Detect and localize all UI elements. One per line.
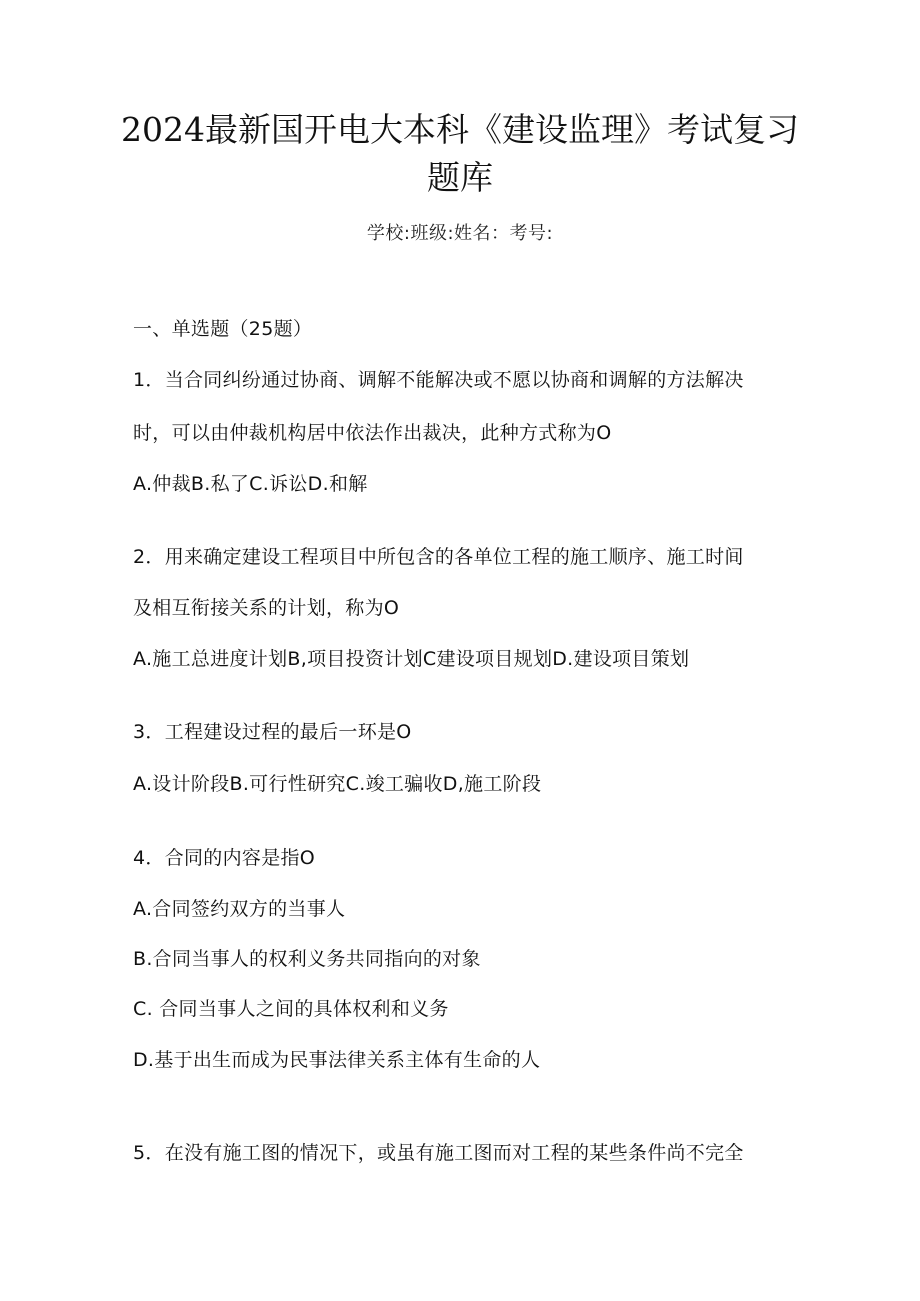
question-5-stem-line-1: 5．在没有施工图的情况下，或虽有施工图而对工程的某些条件尚不完全 (133, 1142, 744, 1164)
question-1-stem-line-2: 时，可以由仲裁机构居中依法作出裁决，此种方式称为O (133, 422, 612, 444)
question-1-stem-line-1: 1．当合同纠纷通过协商、调解不能解决或不愿以协商和调解的方法解决 (133, 369, 744, 391)
question-4-option-b: B.合同当事人的权利义务共同指向的对象 (133, 948, 481, 970)
question-4-option-d: D.基于出生而成为民事法律关系主体有生命的人 (133, 1049, 541, 1071)
question-2-stem-line-1: 2．用来确定建设工程项目中所包含的各单位工程的施工顺序、施工时间 (133, 546, 744, 568)
question-3-options: A.设计阶段B.可行性研究C.竣工骗收D,施工阶段 (133, 773, 542, 795)
question-4-option-a: A.合同签约双方的当事人 (133, 898, 346, 920)
question-4-stem: 4．合同的内容是指O (133, 847, 316, 869)
question-2-stem-line-2: 及相互衔接关系的计划，称为O (133, 597, 400, 619)
question-1-options: A.仲裁B.私了C.诉讼D.和解 (133, 473, 368, 495)
document-title: 2024最新国开电大本科《建设监理》考试复习题库 (121, 110, 799, 197)
section-heading: 一、单选题（25题） (133, 318, 313, 340)
question-4-option-c: C. 合同当事人之间的具体权利和义务 (133, 998, 449, 1020)
question-2-options: A.施工总进度计划B,项目投资计划C建设项目规划D.建设项目策划 (133, 648, 690, 670)
question-3-stem: 3．工程建设过程的最后一环是O (133, 721, 412, 743)
student-info-line: 学校:班级:姓名：考号: (366, 223, 554, 244)
